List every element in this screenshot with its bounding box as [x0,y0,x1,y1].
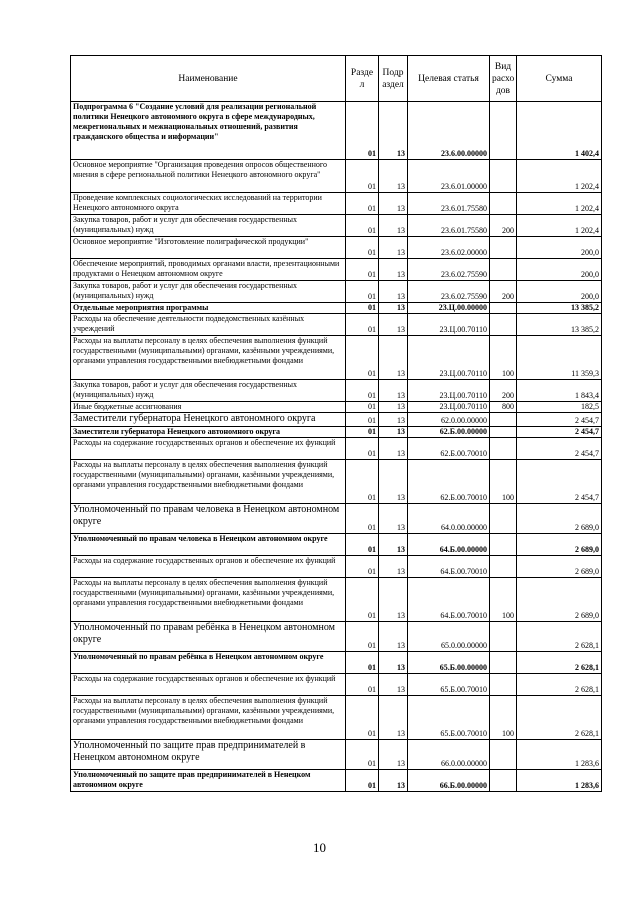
cell-expense-type [490,413,517,427]
cell-sum: 1 202,4 [517,160,602,193]
cell-subsection: 13 [379,413,408,427]
cell-name: Заместители губернатора Ненецкого автономного округа [71,413,346,427]
cell-sum: 11 359,3 [517,336,602,380]
cell-section: 01 [346,193,379,215]
cell-target-item: 23.Ц.00.70110 [408,402,490,413]
cell-expense-type [490,740,517,770]
cell-section: 01 [346,674,379,696]
cell-subsection: 13 [379,438,408,460]
cell-target-item: 23.6.02.75590 [408,259,490,281]
header-target-item: Целевая статья [408,56,490,102]
cell-subsection: 13 [379,578,408,622]
cell-target-item: 23.6.02.75590 [408,281,490,303]
cell-name: Расходы на содержание государственных органов и обеспечение их функций [71,556,346,578]
cell-expense-type: 100 [490,336,517,380]
cell-target-item: 64.Б.00.70010 [408,556,490,578]
table-row [71,193,602,215]
cell-expense-type [490,259,517,281]
cell-expense-type: 100 [490,696,517,740]
cell-sum: 2 628,1 [517,674,602,696]
table-row [71,460,602,504]
cell-expense-type [490,622,517,652]
cell-section: 01 [346,237,379,259]
header-section: Разде л [346,56,379,102]
cell-expense-type [490,438,517,460]
cell-name: Расходы на выплаты персоналу в целях обеспечения выполнения функций государственными (муниципальными) органами, казёнными учреждениями, органами управления государственными внебюджетными фондами [71,696,346,740]
cell-target-item: 62.0.00.00000 [408,413,490,427]
cell-target-item: 65.Б.00.00000 [408,652,490,674]
budget-table [70,55,602,792]
header-name: Наименование [71,56,346,102]
cell-sum: 1 283,6 [517,740,602,770]
cell-target-item: 65.Б.00.70010 [408,696,490,740]
cell-subsection: 13 [379,237,408,259]
cell-target-item: 23.Ц.00.70110 [408,336,490,380]
cell-target-item: 65.Б.00.70010 [408,674,490,696]
cell-section: 01 [346,622,379,652]
cell-sum: 2 454,7 [517,460,602,504]
cell-target-item: 62.Б.00.70010 [408,438,490,460]
cell-section: 01 [346,427,379,438]
cell-name: Уполномоченный по правам человека в Ненецком автономном округе [71,504,346,534]
cell-name: Расходы на выплаты персоналу в целях обеспечения выполнения функций государственными (муниципальными) органами, казёнными учреждениями, органами управления государственными внебюджетными фондами [71,578,346,622]
cell-name: Уполномоченный по правам ребёнка в Ненецком автономном округе [71,652,346,674]
cell-sum: 2 628,1 [517,652,602,674]
table-row [71,578,602,622]
cell-sum: 13 385,2 [517,314,602,336]
cell-subsection: 13 [379,303,408,314]
cell-section: 01 [346,652,379,674]
cell-section: 01 [346,303,379,314]
cell-section: 01 [346,556,379,578]
cell-sum: 200,0 [517,259,602,281]
cell-sum: 1 283,6 [517,770,602,792]
cell-subsection: 13 [379,314,408,336]
cell-section: 01 [346,413,379,427]
cell-expense-type [490,556,517,578]
table-row [71,336,602,380]
cell-target-item: 64.Б.00.00000 [408,534,490,556]
table-row [71,281,602,303]
table-row [71,556,602,578]
cell-target-item: 66.Б.00.00000 [408,770,490,792]
cell-expense-type: 200 [490,281,517,303]
cell-section: 01 [346,534,379,556]
cell-expense-type [490,303,517,314]
cell-name: Расходы на обеспечение деятельности подведомственных казённых учреждений [71,314,346,336]
cell-expense-type: 800 [490,402,517,413]
table-row [71,160,602,193]
cell-name: Основное мероприятие "Организация проведения опросов общественного мнения в сфере региональной политики Ненецкого автономного округа" [71,160,346,193]
cell-section: 01 [346,740,379,770]
cell-subsection: 13 [379,215,408,237]
cell-target-item: 23.Ц.00.70110 [408,380,490,402]
table-row [71,438,602,460]
cell-name: Отдельные мероприятия программы [71,303,346,314]
cell-subsection: 13 [379,402,408,413]
table-row [71,102,602,160]
cell-sum: 182,5 [517,402,602,413]
cell-subsection: 13 [379,259,408,281]
cell-name: Закупка товаров, работ и услуг для обеспечения государственных (муниципальных) нужд [71,281,346,303]
cell-name: Расходы на содержание государственных органов и обеспечение их функций [71,438,346,460]
table-header-row [71,56,602,102]
cell-subsection: 13 [379,556,408,578]
cell-expense-type [490,160,517,193]
table-row [71,622,602,652]
cell-target-item: 64.0.00.00000 [408,504,490,534]
table-row [71,740,602,770]
cell-subsection: 13 [379,534,408,556]
cell-sum: 2 689,0 [517,578,602,622]
table-row [71,314,602,336]
cell-sum: 1 202,4 [517,215,602,237]
table-row [71,504,602,534]
cell-sum: 2 454,7 [517,438,602,460]
cell-expense-type [490,652,517,674]
cell-name: Расходы на содержание государственных органов и обеспечение их функций [71,674,346,696]
cell-sum: 1 202,4 [517,193,602,215]
cell-name: Расходы на выплаты персоналу в целях обеспечения выполнения функций государственными (муниципальными) органами, казёнными учреждениями, органами управления государственными внебюджетными фондами [71,460,346,504]
cell-section: 01 [346,336,379,380]
cell-sum: 200,0 [517,281,602,303]
table-row [71,652,602,674]
cell-sum: 2 454,7 [517,413,602,427]
cell-section: 01 [346,160,379,193]
cell-section: 01 [346,215,379,237]
cell-name: Уполномоченный по защите прав предпринимателей в Ненецком автономном округе [71,740,346,770]
cell-name: Обеспечение мероприятий, проводимых органами власти, презентационными продуктами о Ненецком автономном округе [71,259,346,281]
cell-sum: 2 689,0 [517,556,602,578]
cell-subsection: 13 [379,427,408,438]
cell-sum: 1 402,4 [517,102,602,160]
cell-sum: 2 689,0 [517,534,602,556]
cell-name: Закупка товаров, работ и услуг для обеспечения государственных (муниципальных) нужд [71,380,346,402]
cell-target-item: 23.6.01.75580 [408,215,490,237]
cell-sum: 2 628,1 [517,696,602,740]
cell-expense-type [490,193,517,215]
table-body [71,102,602,792]
cell-subsection: 13 [379,770,408,792]
cell-subsection: 13 [379,740,408,770]
table-row [71,674,602,696]
cell-expense-type [490,102,517,160]
cell-name: Уполномоченный по правам человека в Ненецком автономном округе [71,534,346,556]
cell-expense-type [490,237,517,259]
table-row [71,427,602,438]
cell-expense-type: 200 [490,215,517,237]
cell-target-item: 23.6.00.00000 [408,102,490,160]
cell-name: Заместители губернатора Ненецкого автономного округа [71,427,346,438]
cell-sum: 2 628,1 [517,622,602,652]
cell-expense-type: 100 [490,460,517,504]
page-number: 10 [313,840,326,855]
cell-name: Расходы на выплаты персоналу в целях обеспечения выполнения функций государственными (муниципальными) органами, казёнными учреждениями, органами управления государственными внебюджетными фондами [71,336,346,380]
cell-subsection: 13 [379,460,408,504]
cell-target-item: 23.Ц.00.00000 [408,303,490,314]
cell-target-item: 23.6.01.00000 [408,160,490,193]
table-row [71,770,602,792]
cell-name: Иные бюджетные ассигнования [71,402,346,413]
cell-expense-type: 100 [490,578,517,622]
cell-expense-type: 200 [490,380,517,402]
cell-section: 01 [346,460,379,504]
header-subsection: Подр аздел [379,56,408,102]
cell-section: 01 [346,281,379,303]
cell-sum: 2 689,0 [517,504,602,534]
cell-subsection: 13 [379,102,408,160]
header-expense-type: Вид расхо дов [490,56,517,102]
table-row [71,696,602,740]
cell-subsection: 13 [379,504,408,534]
cell-subsection: 13 [379,193,408,215]
cell-target-item: 62.Б.00.00000 [408,427,490,438]
cell-section: 01 [346,696,379,740]
cell-subsection: 13 [379,160,408,193]
cell-section: 01 [346,102,379,160]
cell-target-item: 23.Ц.00.70110 [408,314,490,336]
cell-section: 01 [346,380,379,402]
cell-name: Основное мероприятие "Изготовление полиграфической продукции" [71,237,346,259]
cell-target-item: 23.6.02.00000 [408,237,490,259]
table-row [71,215,602,237]
cell-target-item: 23.6.01.75580 [408,193,490,215]
budget-document [70,55,601,792]
cell-subsection: 13 [379,696,408,740]
cell-section: 01 [346,259,379,281]
table-row [71,303,602,314]
cell-section: 01 [346,402,379,413]
cell-sum: 1 843,4 [517,380,602,402]
cell-name: Уполномоченный по правам ребёнка в Ненецком автономном округе [71,622,346,652]
cell-target-item: 62.Б.00.70010 [408,460,490,504]
table-row [71,259,602,281]
cell-name: Уполномоченный по защите прав предпринимателей в Ненецком автономном округе [71,770,346,792]
cell-expense-type [490,770,517,792]
cell-expense-type [490,534,517,556]
cell-target-item: 66.0.00.00000 [408,740,490,770]
cell-sum: 13 385,2 [517,303,602,314]
cell-subsection: 13 [379,674,408,696]
header-sum: Сумма [517,56,602,102]
cell-target-item: 64.Б.00.70010 [408,578,490,622]
cell-subsection: 13 [379,336,408,380]
cell-name: Проведение комплексных социологических исследований на территории Ненецкого автономного округа [71,193,346,215]
cell-section: 01 [346,504,379,534]
cell-section: 01 [346,438,379,460]
cell-subsection: 13 [379,380,408,402]
cell-target-item: 65.0.00.00000 [408,622,490,652]
cell-section: 01 [346,770,379,792]
table-row [71,380,602,402]
cell-section: 01 [346,314,379,336]
cell-subsection: 13 [379,622,408,652]
cell-subsection: 13 [379,281,408,303]
cell-section: 01 [346,578,379,622]
cell-expense-type [490,504,517,534]
cell-subsection: 13 [379,652,408,674]
table-row [71,402,602,413]
cell-expense-type [490,674,517,696]
table-row [71,237,602,259]
table-row [71,534,602,556]
table-row [71,413,602,427]
cell-name: Закупка товаров, работ и услуг для обеспечения государственных (муниципальных) нужд [71,215,346,237]
cell-expense-type [490,314,517,336]
cell-sum: 2 454,7 [517,427,602,438]
cell-name: Подпрограмма 6 "Создание условий для реализации региональной политики Ненецкого автономного округа в сфере международных, межрегиональных и межнациональных отношений, развития гражданского общества и информации" [71,102,346,160]
cell-expense-type [490,427,517,438]
cell-sum: 200,0 [517,237,602,259]
